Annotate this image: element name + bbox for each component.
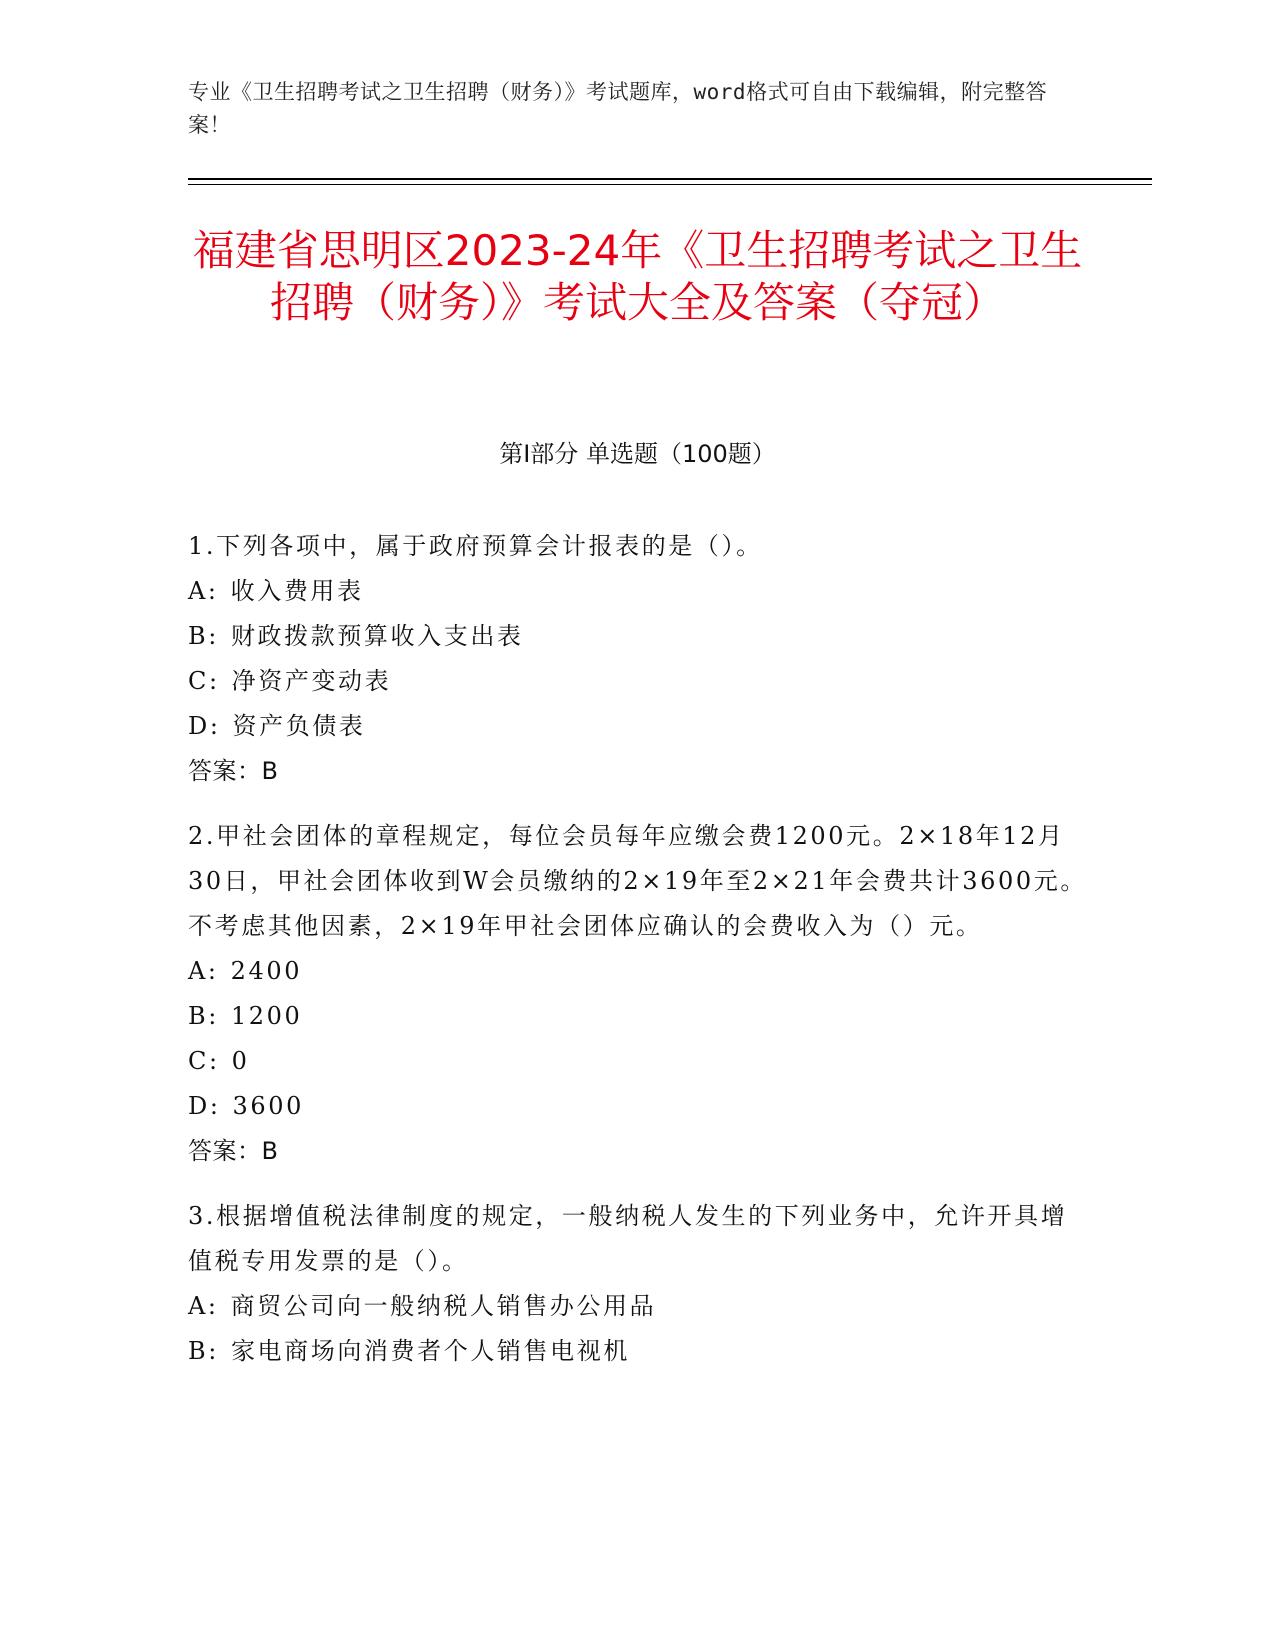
option-letter: D: (188, 1092, 221, 1120)
question-2 (188, 814, 1088, 1174)
option-letter: C: (188, 667, 220, 695)
question-option (188, 1039, 1088, 1084)
header-rule-thin (188, 184, 1152, 185)
question-option (188, 949, 1088, 994)
option-text: 3600 (232, 1092, 305, 1120)
option-text: 家电商场向消费者个人销售电视机 (230, 1337, 630, 1365)
option-text: 净资产变动表 (231, 667, 392, 695)
question-option (188, 614, 1088, 659)
option-letter: A: (188, 577, 219, 605)
header-rule-thick (188, 178, 1152, 180)
option-letter: D: (188, 712, 221, 740)
question-option (188, 1084, 1088, 1129)
option-text: 资产负债表 (232, 712, 366, 740)
question-option (188, 994, 1088, 1039)
option-letter: B: (188, 622, 219, 650)
question-stem: 3.根据增值税法律制度的规定，一般纳税人发生的下列业务中，允许开具增值税专用发票的是（）。 (188, 1202, 1068, 1275)
option-letter: A: (188, 1292, 219, 1320)
option-letter: B: (188, 1337, 219, 1365)
question-1 (188, 524, 1088, 794)
question-3 (188, 1194, 1088, 1374)
option-letter: A: (188, 957, 219, 985)
section-title: 第I部分 单选题（100题） (499, 440, 776, 468)
question-option (188, 1284, 1088, 1329)
option-text: 收入费用表 (230, 577, 364, 605)
option-letter: B: (188, 1002, 219, 1030)
document-title: 福建省思明区2023-24年《卫生招聘考试之卫生招聘（财务）》考试大全及答案（夺冠） (192, 226, 1083, 327)
question-list (188, 524, 1088, 1394)
question-option (188, 704, 1088, 749)
question-stem: 1.下列各项中，属于政府预算会计报表的是（）。 (188, 532, 763, 560)
option-text: 0 (231, 1047, 250, 1075)
question-option (188, 569, 1088, 614)
option-text: 2400 (230, 957, 303, 985)
option-text: 1200 (230, 1002, 303, 1030)
option-letter: C: (188, 1047, 220, 1075)
question-stem: 2.甲社会团体的章程规定，每位会员每年应缴会费1200元。2×18年12月30日，甲社会团体收到W会员缴纳的2×19年至2×21年会费共计3600元。不考虑其他因素，2×19年甲社会团体应确认的会费收入为（）元。 (188, 822, 1087, 940)
header-note: 专业《卫生招聘考试之卫生招聘（财务）》考试题库，word格式可自由下载编辑，附完整答案！ (188, 80, 1048, 137)
question-option (188, 1329, 1088, 1374)
question-option (188, 659, 1088, 704)
question-answer: 答案：B (188, 1137, 279, 1165)
option-text: 财政拨款预算收入支出表 (230, 622, 524, 650)
option-text: 商贸公司向一般纳税人销售办公用品 (230, 1292, 657, 1320)
question-answer: 答案：B (188, 757, 279, 785)
